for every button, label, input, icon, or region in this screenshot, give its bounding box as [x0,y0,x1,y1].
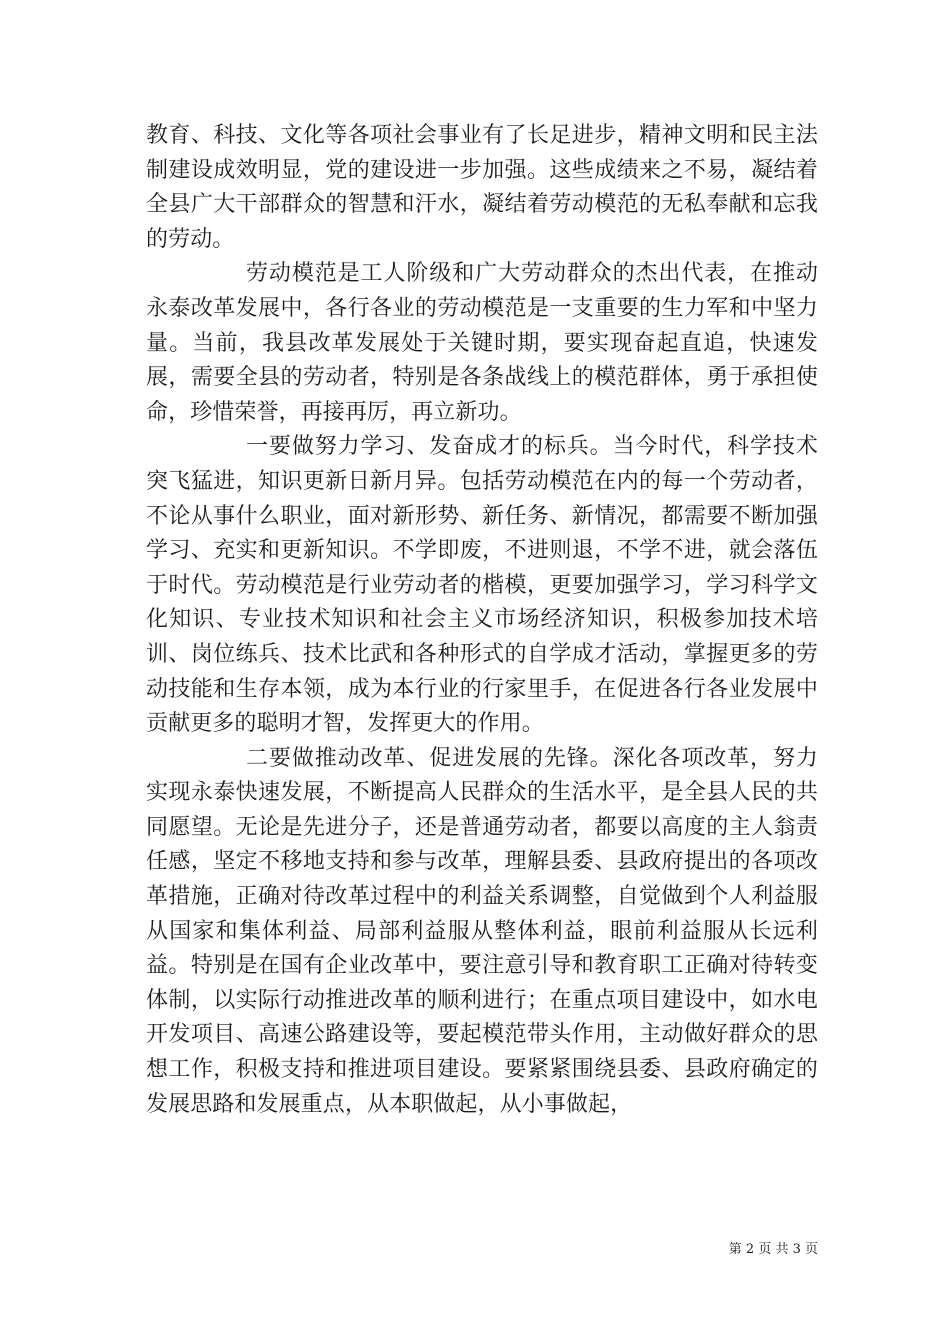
paragraph-study-model: 一要做努力学习、发奋成才的标兵。当今时代，科学技术突飞猛进，知识更新日新月异。包括劳动模范在内的每一个劳动者，不论从事什么职业，面对新形势、新任务、新情况，都需要不断加强学习、充实和更新知识。不学即废，不进则退，不学不进，就会落伍于时代。劳动模范是行业劳动者的楷模，更要加强学习，学习科学文化知识、专业技术知识和社会主义市场经济知识，积极参加技术培训、岗位练兵、技术比武和各种形式的自学成才活动，掌握更多的劳动技能和生存本领，成为本行业的行家里手，在促进各行各业发展中贡献更多的聪明才智，发挥更大的作用。 [146,434,818,737]
document-body [146,119,818,1122]
page-number-footer: 第 2 页 共 3 页 [728,1242,818,1257]
paragraph-reform-pioneer: 二要做推动改革、促进发展的先锋。深化各项改革，努力实现永泰快速发展，不断提高人民群众的生活水平，是全县人民的共同愿望。无论是先进分子，还是普通劳动者，都要以高度的主人翁责任感，坚定不移地支持和参与改革，理解县委、县政府提出的各项改革措施，正确对待改革过程中的利益关系调整，自觉做到个人利益服从国家和集体利益、局部利益服从整体利益，眼前利益服从长远利益。特别是在国有企业改革中，要注意引导和教育职工正确对待转变体制，以实际行动推进改革的顺利进行；在重点项目建设中，如水电开发项目、高速公路建设等，要起模范带头作用，主动做好群众的思想工作，积极支持和推进项目建设。要紧紧围绕县委、县政府确定的发展思路和发展重点，从本职做起，从小事做起， [146,745,818,1117]
paragraph-labor-models: 劳动模范是工人阶级和广大劳动群众的杰出代表，在推动永泰改革发展中，各行各业的劳动模范是一支重要的生力军和中坚力量。当前，我县改革发展处于关键时期，要实现奋起直追，快速发展，需要全县的劳动者，特别是各条战线上的模范群体，勇于承担使命，珍惜荣誉，再接再厉，再立新功。 [146,261,818,425]
paragraph-continued: 教育、科技、文化等各项社会事业有了长足进步，精神文明和民主法制建设成效明显，党的建设进一步加强。这些成绩来之不易，凝结着全县广大干部群众的智慧和汗水，凝结着劳动模范的无私奉献和忘我的劳动。 [146,123,818,252]
